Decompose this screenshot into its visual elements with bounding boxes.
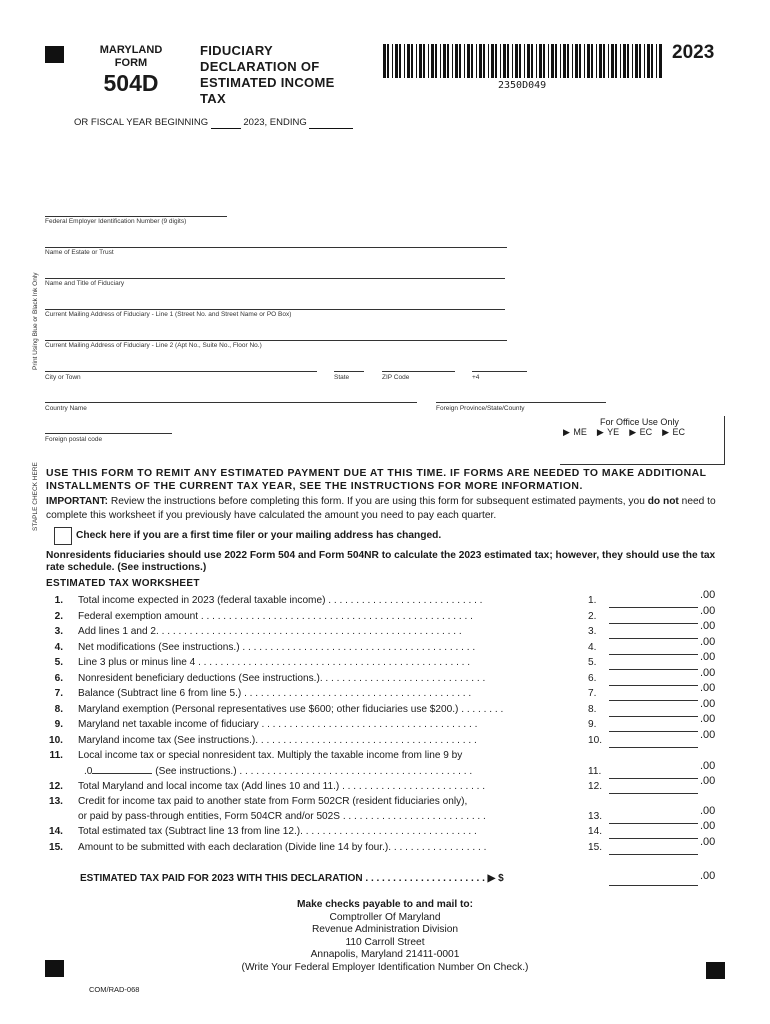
barcode-bar	[627, 44, 629, 78]
barcode-bar	[659, 44, 662, 78]
line-15-amount-field[interactable]	[609, 854, 698, 855]
barcode-bar	[591, 44, 593, 78]
estate-name-label: Name of Estate or Trust	[45, 249, 114, 256]
barcode-bar	[572, 44, 573, 78]
worksheet-line-7: 7. Balance (Subtract line 6 from line 5.) . . . . . . . . . . . . . . . . . . . . . . . . . . . . . . . . . . . . . . . . . 7. .00	[54, 682, 716, 699]
barcode-bar	[644, 44, 645, 78]
fein-label: Federal Employer Identification Number (9 digits)	[45, 218, 187, 225]
line-10-amount-field[interactable]	[609, 747, 698, 748]
line-13-amount-field[interactable]	[609, 823, 698, 824]
barcode-bar	[584, 44, 585, 78]
form-code: COM/RAD-068	[89, 985, 140, 994]
barcode-bar	[632, 44, 633, 78]
worksheet-line-3: 3. Add lines 1 and 2. . . . . . . . . . . . . . . . . . . . . . . . . . . . . . . . . . . . . . . . . . . . . . . . . . . . . . . 3. .00	[54, 620, 716, 637]
barcode-bar	[500, 44, 501, 78]
barcode-bar	[543, 44, 545, 78]
fiscal-begin-field[interactable]	[211, 117, 241, 129]
barcode-bar	[467, 44, 470, 78]
barcode-bar	[519, 44, 521, 78]
barcode-bar	[387, 44, 389, 78]
barcode-bar	[383, 44, 386, 78]
zip4-label: +4	[472, 374, 480, 381]
worksheet-line-6: 6. Nonresident beneficiary deductions (See instructions.). . . . . . . . . . . . . . . . . . . . . . . . . . . . . . 6. .00	[54, 666, 716, 684]
barcode-bar	[587, 44, 590, 78]
barcode-bar	[575, 44, 578, 78]
line-9-amount-field[interactable]	[609, 731, 698, 732]
barcode-bar	[555, 44, 557, 78]
worksheet-line-11: 11. Local income tax or special nonresident tax. Multiply the taxable income from line 9 by	[49, 750, 463, 761]
barcode-bar	[524, 44, 525, 78]
barcode-bar	[507, 44, 509, 78]
estimated-tax-paid-field[interactable]	[609, 885, 698, 886]
barcode-bar	[459, 44, 461, 78]
line-7-amount-field[interactable]	[609, 700, 698, 701]
line-1-amount-field[interactable]	[609, 607, 698, 608]
zip-label: ZIP Code	[382, 374, 410, 381]
barcode-bar	[560, 44, 561, 78]
barcode-bar	[471, 44, 473, 78]
city-field[interactable]	[45, 371, 317, 372]
barcode-bar	[431, 44, 434, 78]
barcode	[383, 44, 665, 78]
fein-field[interactable]	[45, 216, 227, 217]
worksheet-line-5: 5. Line 3 plus or minus line 4 . . . . . . . . . . . . . . . . . . . . . . . . . . . . . . . . . . . . . . . . . . . . . . . . . 5. .00	[54, 651, 716, 668]
barcode-bar	[407, 44, 410, 78]
address1-field[interactable]	[45, 309, 505, 310]
city-label: City or Town	[45, 374, 81, 381]
barcode-bar	[428, 44, 429, 78]
worksheet-line-11b: .0 (See instructions.) . . . . . . . . . . . . . . . . . . . . . . . . . . . . . . . . . . . . . . . . . . 11. .00	[84, 760, 716, 777]
barcode-bar	[548, 44, 549, 78]
barcode-bar	[596, 44, 597, 78]
barcode-bar	[527, 44, 530, 78]
important-note: IMPORTANT: Review the instructions before completing this form. If you are using this form for subsequent estimated payments, you do not need to complete this worksheet if you previously have calculated the amount you need to pay each quarter.	[46, 496, 716, 521]
line-4-amount-field[interactable]	[609, 654, 698, 655]
line-12-amount-field[interactable]	[609, 793, 698, 794]
foreign-postal-field[interactable]	[45, 433, 172, 434]
barcode-bar	[419, 44, 422, 78]
estimated-tax-paid-label: ESTIMATED TAX PAID FOR 2023 WITH THIS DECLARATION . . . . . . . . . . . . . . . . . . . . . . ▶ $	[80, 873, 504, 884]
barcode-bar	[495, 44, 497, 78]
fiduciary-name-label: Name and Title of Fiduciary	[45, 280, 125, 287]
barcode-bar	[647, 44, 650, 78]
worksheet-title: ESTIMATED TAX WORKSHEET	[46, 578, 200, 589]
barcode-bar	[656, 44, 657, 78]
fiscal-end-field[interactable]	[309, 117, 353, 129]
barcode-bar	[488, 44, 489, 78]
barcode-bar	[464, 44, 465, 78]
barcode-bar	[563, 44, 566, 78]
estate-name-field[interactable]	[45, 247, 507, 248]
barcode-bar	[603, 44, 605, 78]
barcode-bar	[536, 44, 537, 78]
barcode-bar	[395, 44, 398, 78]
registration-mark-bottom-left	[45, 960, 64, 977]
line-8-amount-field[interactable]	[609, 716, 698, 717]
barcode-bar	[651, 44, 653, 78]
fiduciary-name-field[interactable]	[45, 278, 505, 279]
ink-instruction: Print Using Blue or Black Ink Only	[32, 272, 39, 370]
form-state: MARYLAND FORM	[99, 44, 163, 69]
worksheet-line-13b: or paid by pass-through entities, Form 504CR and/or 502S . . . . . . . . . . . . . . . . . . . . . . . . . . 13. .00	[78, 805, 716, 822]
worksheet-line-1: 1. Total income expected in 2023 (federal taxable income) . . . . . . . . . . . . . . . . . . . . . . . . . . . . 1. .00	[54, 589, 716, 606]
barcode-number: 2350D049	[498, 80, 547, 91]
barcode-bar	[455, 44, 458, 78]
barcode-bar	[599, 44, 602, 78]
barcode-bar	[447, 44, 449, 78]
barcode-bar	[416, 44, 417, 78]
foreign-postal-label: Foreign postal code	[45, 436, 103, 443]
zip4-field[interactable]	[472, 371, 527, 372]
tax-year: 2023	[672, 42, 715, 63]
barcode-bar	[440, 44, 441, 78]
zip-field[interactable]	[382, 371, 455, 372]
worksheet-line-4: 4. Net modifications (See instructions.) . . . . . . . . . . . . . . . . . . . . . . . . . . . . . . . . . . . . . . . . . . 4. .00	[54, 635, 716, 653]
barcode-bar	[491, 44, 494, 78]
worksheet-line-8: 8. Maryland exemption (Personal representatives use $600; other fiduciaries use $200.) . . . . . . . . 8. .00	[54, 697, 716, 715]
address1-label: Current Mailing Address of Fiduciary - Line 1 (Street No. and Street Name or PO Box)	[45, 311, 292, 318]
line-3-amount-field[interactable]	[609, 638, 698, 639]
barcode-bar	[623, 44, 626, 78]
registration-mark-bottom-right	[706, 962, 725, 979]
barcode-bar	[531, 44, 533, 78]
barcode-bar	[579, 44, 581, 78]
barcode-bar	[515, 44, 518, 78]
barcode-bar	[503, 44, 506, 78]
barcode-bar	[452, 44, 453, 78]
barcode-bar	[615, 44, 617, 78]
barcode-bar	[399, 44, 401, 78]
first-time-filer-label: Check here if you are a first time filer or your mailing address has changed.	[76, 530, 442, 541]
barcode-bar	[635, 44, 638, 78]
state-field[interactable]	[334, 371, 364, 372]
nonresident-note: Nonresidents fiduciaries should use 2022 Form 504 and Form 504NR to calculate the 2023 estimated tax; however, they should use the tax rate schedule. (See instructions.)	[46, 550, 716, 573]
first-time-filer-checkbox[interactable]	[54, 527, 72, 545]
barcode-bar	[411, 44, 413, 78]
barcode-bar	[404, 44, 405, 78]
worksheet-line-13: 13. Credit for income tax paid to another state from Form 502CR (resident fiduciaries only),	[48, 796, 468, 807]
worksheet-line-2: 2. Federal exemption amount . . . . . . . . . . . . . . . . . . . . . . . . . . . . . . . . . . . . . . . . . . . . . . . . . 2. .00	[54, 604, 716, 622]
remit-notice: USE THIS FORM TO REMIT ANY ESTIMATED PAYMENT DUE AT THIS TIME. IF FORMS ARE NEEDED TO MAKE ADDITIONAL INSTALLMENTS OF THE CURRENT TAX YEAR, SEE THE INSTRUCTIONS FOR MORE INFORMATION.	[46, 468, 707, 492]
address2-field[interactable]	[45, 340, 507, 341]
barcode-bar	[611, 44, 614, 78]
barcode-bar	[392, 44, 393, 78]
barcode-bar	[567, 44, 569, 78]
line-2-amount-field[interactable]	[609, 623, 698, 624]
form-title: FIDUCIARY DECLARATION OF ESTIMATED INCOME TAX	[200, 43, 335, 106]
barcode-bar	[512, 44, 513, 78]
barcode-bar	[435, 44, 437, 78]
line-6-amount-field[interactable]	[609, 685, 698, 686]
country-field[interactable]	[45, 402, 417, 403]
barcode-bar	[476, 44, 477, 78]
estimated-tax-paid-cents: .00	[700, 870, 716, 882]
office-use-codes: ▶ ME ▶ YE ▶ EC ▶ EC	[563, 427, 686, 437]
worksheet-line-9: 9. Maryland net taxable income of fiduciary . . . . . . . . . . . . . . . . . . . . . . . . . . . . . . . . . . . . . . . 9. .00	[54, 713, 716, 730]
foreign-province-field[interactable]	[436, 402, 606, 403]
worksheet-line-10: 10. Maryland income tax (See instructions.). . . . . . . . . . . . . . . . . . . . . . . . . . . . . . . . . . . . . . . . 10. .00	[48, 728, 716, 746]
line-5-amount-field[interactable]	[609, 669, 698, 670]
worksheet-line-12: 12. Total Maryland and local income tax (Add lines 10 and 11.) . . . . . . . . . . . . . . . . . . . . . . . . . . 12. .00	[48, 775, 716, 792]
barcode-bar	[539, 44, 542, 78]
barcode-bar	[551, 44, 554, 78]
registration-mark-top	[45, 46, 64, 63]
barcode-bar	[620, 44, 621, 78]
barcode-bar	[608, 44, 609, 78]
barcode-bar	[479, 44, 482, 78]
form-number: 504D	[103, 70, 159, 96]
fiscal-year-line: OR FISCAL YEAR BEGINNING 2023, ENDING	[74, 117, 353, 129]
line-14-amount-field[interactable]	[609, 838, 698, 839]
barcode-bar	[443, 44, 446, 78]
barcode-bar	[423, 44, 425, 78]
line-11-amount-field[interactable]	[609, 778, 698, 779]
foreign-province-label: Foreign Province/State/County	[436, 405, 525, 412]
office-use-title: For Office Use Only	[600, 417, 679, 427]
barcode-bar	[483, 44, 485, 78]
state-label: State	[334, 374, 350, 381]
mailing-instructions: Make checks payable to and mail to: Comptroller Of Maryland Revenue Administration Division 110 Carroll Street Annapolis, Maryland 21411-0001 (Write Your Federal Employer Identification Number On Check.)	[241, 899, 529, 973]
barcode-bar	[639, 44, 641, 78]
local-tax-rate-field[interactable]	[92, 773, 152, 774]
worksheet-line-14: 14. Total estimated tax (Subtract line 13 from line 12.). . . . . . . . . . . . . . . . . . . . . . . . . . . . . . . . 14. .00	[48, 820, 716, 837]
staple-label: STAPLE CHECK HERE	[32, 462, 39, 531]
address2-label: Current Mailing Address of Fiduciary - Line 2 (Apt No., Suite No., Floor No.)	[45, 342, 262, 349]
country-label: Country Name	[45, 405, 87, 412]
worksheet-line-15: 15. Amount to be submitted with each declaration (Divide line 14 by four.). . . . . . . . . . . . . . . . . . 15. .00	[48, 836, 716, 853]
